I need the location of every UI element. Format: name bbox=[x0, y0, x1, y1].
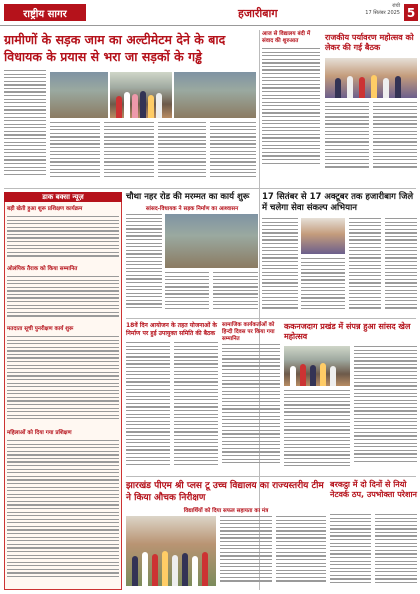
newspaper-logo: राष्ट्रीय सागर bbox=[4, 4, 86, 21]
lead-text-col-5 bbox=[210, 122, 256, 185]
sewa-headline: 17 सितंबर से 17 अक्टूबर तक हजारीबाग जिले में चलेगा सेवा संकल्प अभियान bbox=[262, 192, 414, 213]
lead-text-col-2 bbox=[50, 122, 100, 185]
right-top-text bbox=[262, 48, 320, 168]
city-label: रांची bbox=[392, 3, 400, 9]
right-top-text-2 bbox=[325, 102, 369, 172]
scheme-text-1 bbox=[126, 342, 170, 472]
chauk-photo bbox=[165, 214, 258, 268]
pmshri-subhead: विद्यार्थियों को दिया सफल सहायता का मंत्र bbox=[183, 508, 269, 514]
local-text-2 bbox=[7, 276, 119, 322]
masthead bbox=[0, 0, 420, 26]
lead-photo-crowd bbox=[110, 72, 172, 118]
lead-text-col-3 bbox=[104, 122, 154, 185]
kakdamdag-text-1 bbox=[284, 390, 350, 472]
lead-text-col-4 bbox=[158, 122, 206, 185]
date-label: 17 सितंबर 2025 bbox=[365, 10, 400, 16]
local-subhead-2: ओलंपिक तैराक को किया सम्मानित bbox=[7, 266, 78, 272]
sewa-text-1 bbox=[262, 218, 298, 314]
right-top-photo bbox=[325, 58, 417, 98]
pmshri-photo bbox=[126, 516, 216, 586]
pmshri-text-1 bbox=[220, 516, 272, 588]
lead-photo-site bbox=[174, 72, 256, 118]
right-top-headline: राजकीय पर्यावरण महोत्सव को लेकर की गई बैठक bbox=[325, 33, 414, 52]
chauk-headline: चौथा नहर रोड की मरम्मत का कार्य शुरू bbox=[126, 192, 250, 202]
sewa-text-2 bbox=[301, 258, 345, 314]
kakdamdag-text-2 bbox=[354, 346, 417, 472]
sewa-text-3 bbox=[349, 218, 381, 314]
local-text-1 bbox=[7, 216, 119, 262]
local-subhead-4: महिलाओं को दिया गया प्रशिक्षण bbox=[7, 430, 72, 436]
kakdamdag-headline: ककनजदाग प्रखंड में संपन्न हुआ सांसद खेल महोत्सव bbox=[284, 322, 411, 341]
kakdamdag-photo bbox=[284, 346, 350, 386]
lead-headline: ग्रामीणों के सड़क जाम का अल्टीमेटम देने के बाद विधायक के प्रयास से भरा जा सड़कों के गड्ढे bbox=[4, 32, 226, 64]
chauk-text-3 bbox=[213, 272, 258, 314]
pmshri-headline: झारखंड पीएम श्री प्लस टू उच्च विद्यालय का राज्यस्तरीय टीम ने किया औचक निरीक्षण bbox=[126, 481, 324, 503]
scheme-headline: 18वें दिन आयोजन के तहत योजनाओं के निर्माण पर हुई उपायुक्त समिति की बैठक bbox=[126, 322, 217, 337]
local-subhead-3: मतदाता सूची पुनरीक्षण कार्य शुरू bbox=[7, 326, 74, 332]
sewa-photo bbox=[301, 218, 345, 254]
scheme-text-2 bbox=[174, 342, 218, 472]
local-subhead-1: बड़ी खेती हुआ शुरू प्रशिक्षण कार्यक्रम bbox=[7, 206, 83, 212]
local-news-box-title: डाक बक्सा न्यूज़ bbox=[4, 192, 122, 202]
local-text-3 bbox=[7, 336, 119, 426]
chauk-subhead: सांसद-विधायक ने सड़क निर्माण का आश्वासन bbox=[145, 206, 239, 212]
lead-photo-road bbox=[50, 72, 108, 118]
sewa-text-4 bbox=[385, 218, 417, 314]
edition-name: हजारीबाग bbox=[238, 7, 278, 20]
chauk-text-2 bbox=[165, 272, 209, 314]
pmshri-text-2 bbox=[276, 516, 326, 588]
right-top-small-head: आज से विद्यालय बंदी में संवाद की शुरुआत bbox=[262, 31, 311, 44]
lead-text-col-1 bbox=[4, 70, 46, 185]
mid-right-headline: सामाजिक कार्यकर्ताओं को हिन्दी दिवस पर किया गया सम्मानित bbox=[222, 322, 275, 342]
mid-right-text bbox=[222, 344, 280, 472]
local-text-4 bbox=[7, 440, 119, 585]
bandh-text-1 bbox=[330, 514, 371, 588]
bandh-headline: बरकट्ठा में दो दिनों से नियो नेटवर्क ठप, उपभोक्ता परेशान bbox=[330, 480, 417, 499]
date-block bbox=[340, 3, 400, 17]
page-number-badge: 5 bbox=[404, 4, 418, 21]
bandh-text-2 bbox=[375, 514, 417, 588]
right-top-text-3 bbox=[373, 102, 417, 172]
chauk-text-1 bbox=[126, 214, 162, 314]
